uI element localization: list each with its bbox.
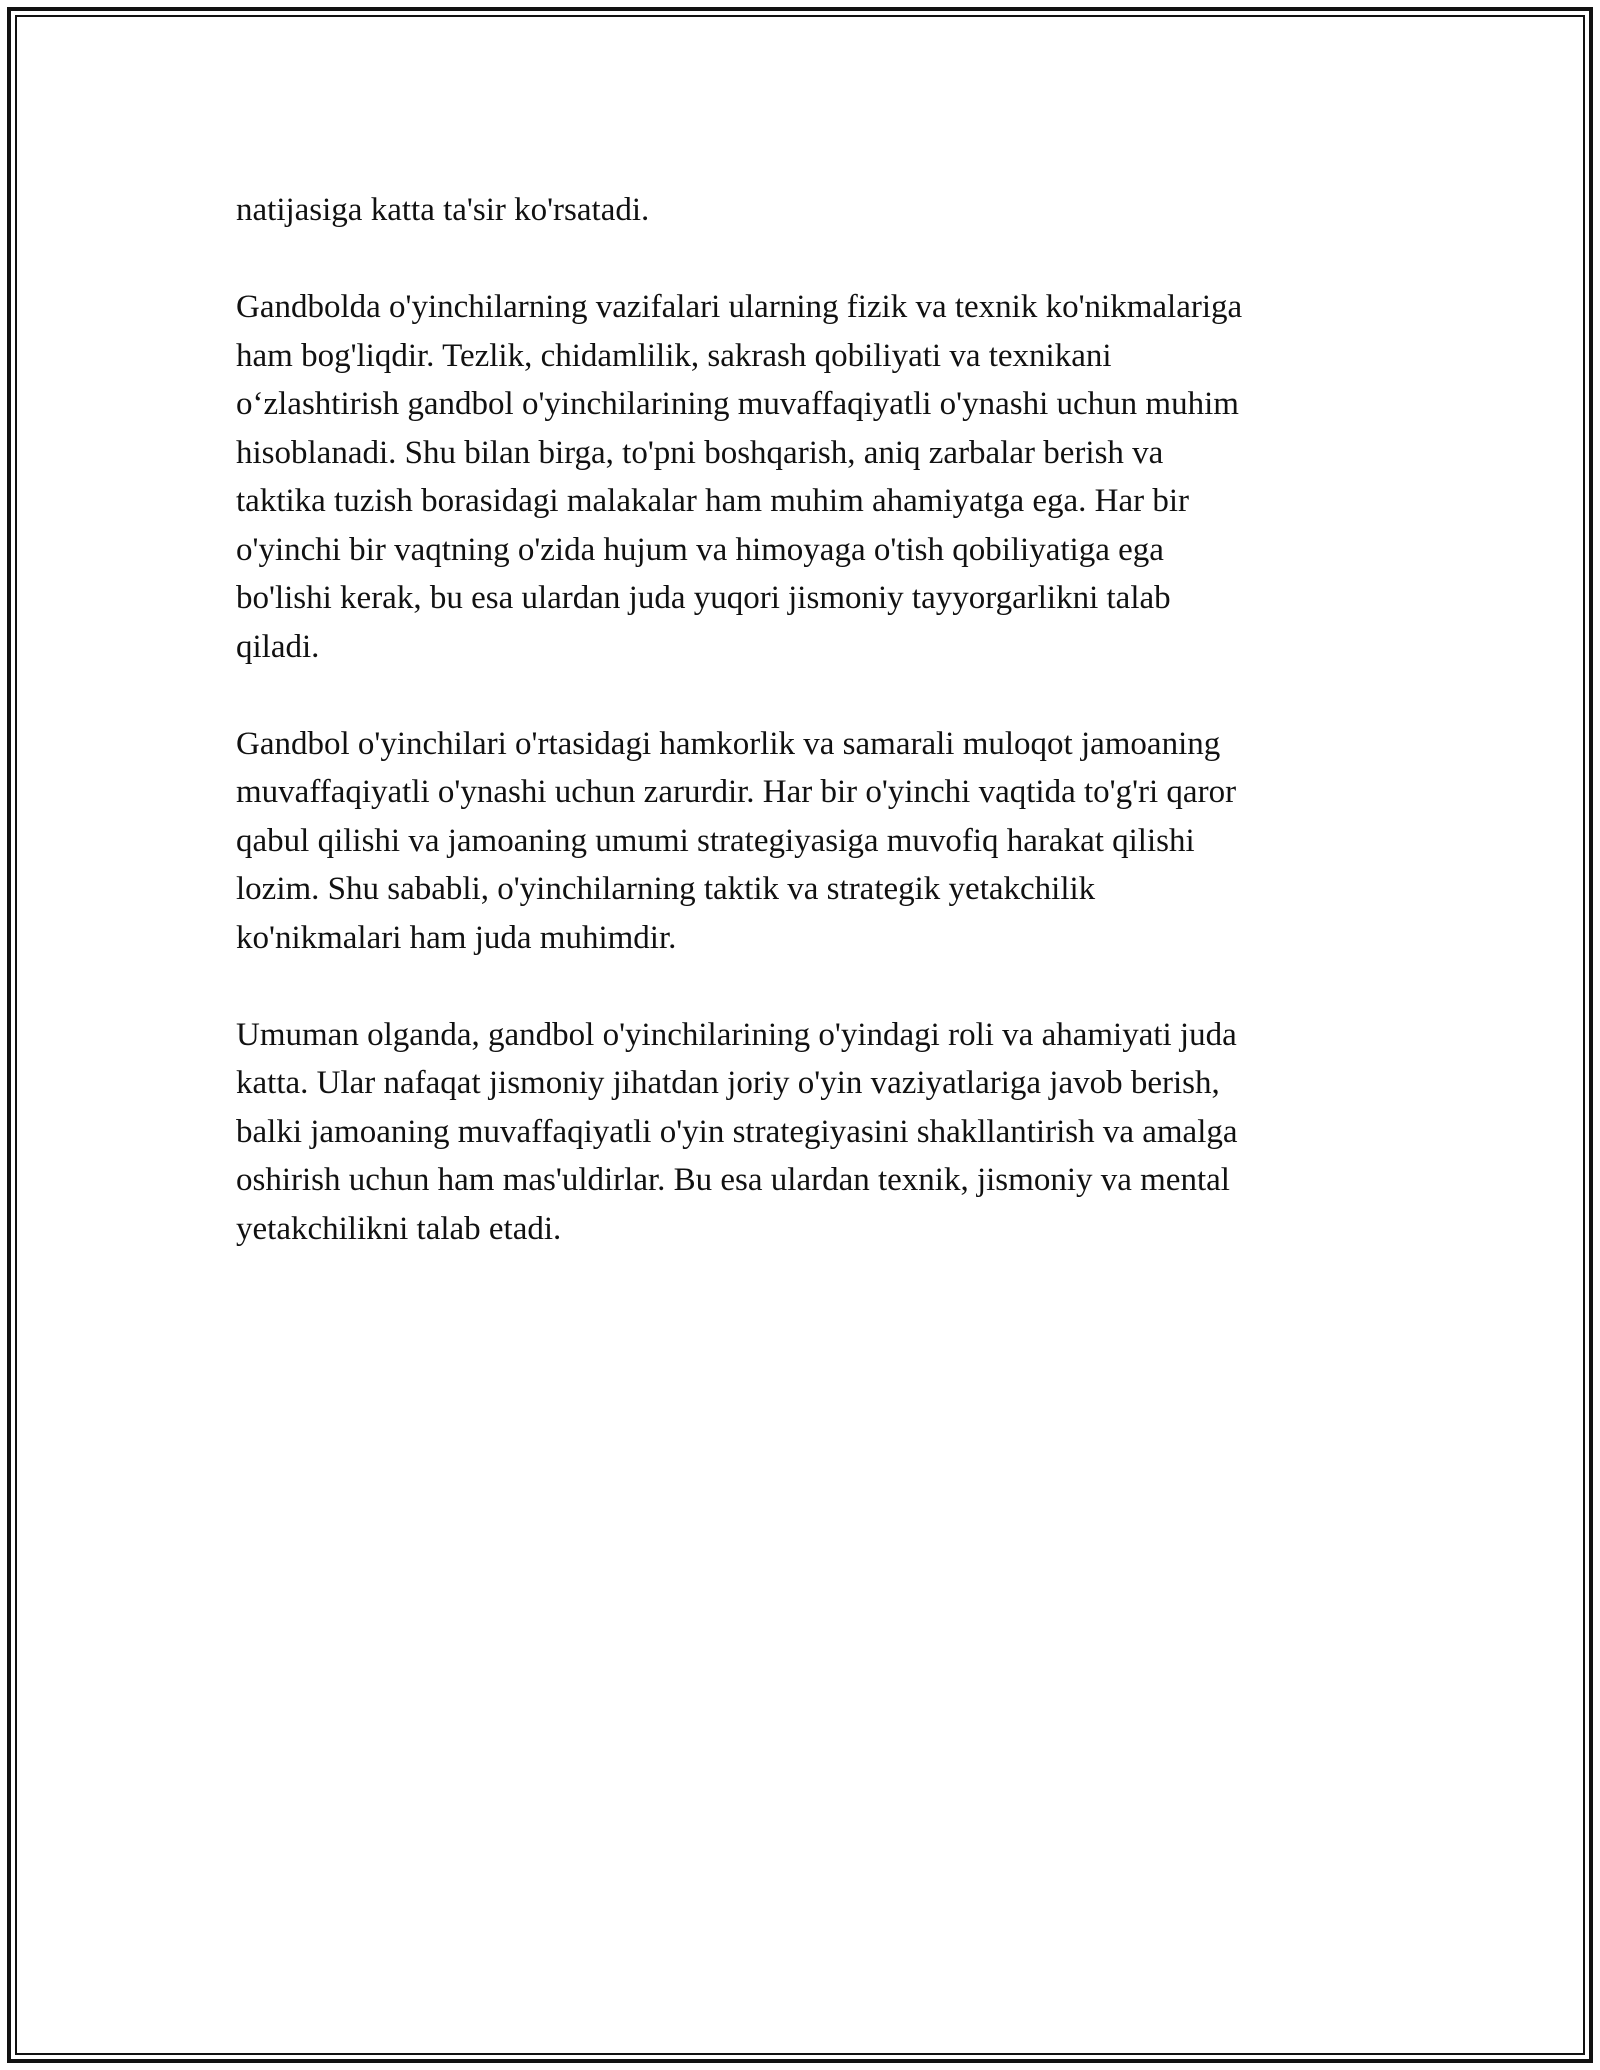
paragraph-3: Gandbol o'yinchilari o'rtasidagi hamkorlik va samarali muloqot jamoaning muvaffaqiyatli o'ynashi uchun zarurdir. Har bir o'yinchi vaqtida to'g'ri qaror qabul qilishi va jamoaning umumi strategiyasiga muvofiq harakat qilishi lozim. Shu sababli, o'yinchilarning taktik va strategik yetakchilik ko'nikmalari ham juda muhimdir.	[236, 725, 1237, 956]
document-body	[236, 186, 1366, 1302]
paragraph-1: natijasiga katta ta'sir ko'rsatadi.	[236, 192, 650, 228]
paragraph-4: Umuman olganda, gandbol o'yinchilarining o'yindagi roli va ahamiyati juda katta. Ular nafaqat jismoniy jihatdan joriy o'yin vaziyatlariga javob berish, balki jamoaning muvaffaqiyatli o'yin strategiyasini shakllantirish va amalga oshirish uchun ham mas'uldirlar. Bu esa ulardan texnik, jismoniy va mental yetakchilikni talab etadi.	[236, 1016, 1238, 1247]
paragraph-2: Gandbolda o'yinchilarning vazifalari ularning fizik va texnik ko'nikmalariga ham bog'liqdir. Tezlik, chidamlilik, sakrash qobiliyati va texnikani o‘zlashtirish gandbol o'yinchilarining muvaffaqiyatli o'ynashi uchun muhim hisoblanadi. Shu bilan birga, to'pni boshqarish, aniq zarbalar berish va taktika tuzish borasidagi malakalar ham muhim ahamiyatga ega. Har bir o'yinchi bir vaqtning o'zida hujum va himoyaga o'tish qobiliyatiga ega bo'lishi kerak, bu esa ulardan juda yuqori jismoniy tayyorgarlikni talab qiladi.	[236, 289, 1243, 665]
